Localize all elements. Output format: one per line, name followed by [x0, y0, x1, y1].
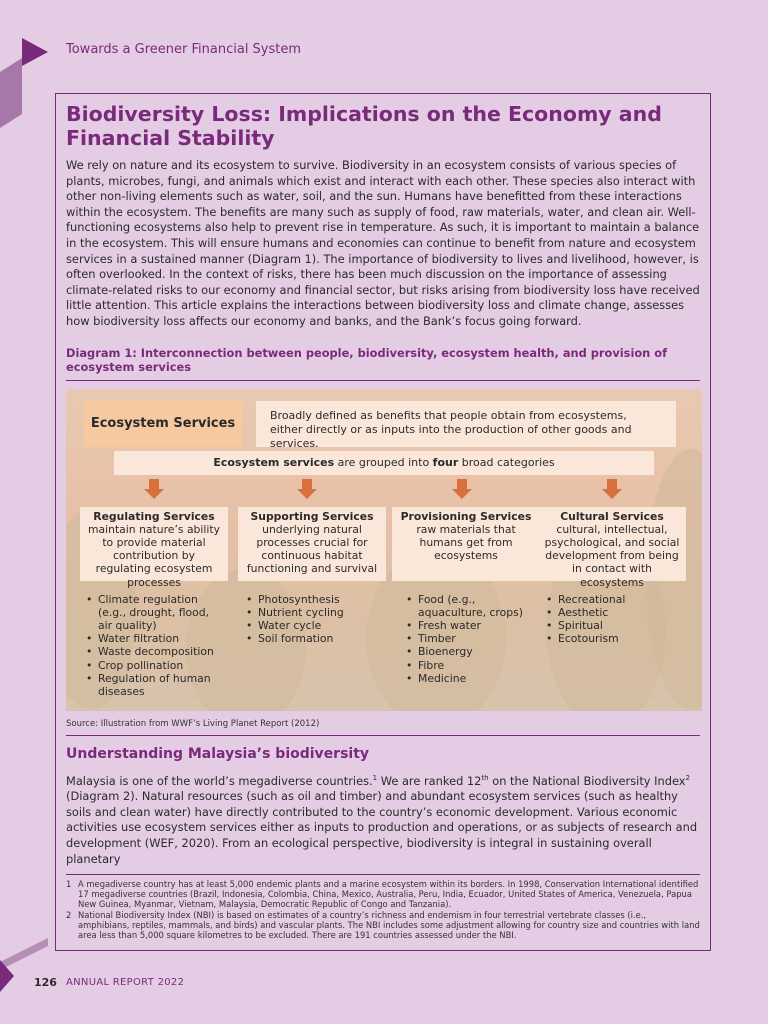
intro-paragraph: We rely on nature and its ecosystem to survive. Biodiversity in an ecosystem consists of various species of plants, microbes, fungi, and animals which exist and interact with each other. These species also interact with other non-living elements such as water, soil, and the sun. Humans have benefitted from these interactions within the ecosystem. The benefits are many such as supply of food, raw materials, water, and clean air. Well-functioning ecosystems also help to prevent rise in temperature. As such, it is important to maintain a balance in the ecosystem. This will ensure humans and economies can continue to benefit from nature and ecosystem services in a sustained manner (Diagram 1). The importance of biodiversity to lives and livelihood, however, is often overlooked. In the context of risks, there has been much discussion on the importance of assessing climate-related risks to our economy and financial sector, but risks arising from biodiversity loss have received little attention. This article explains the interactions between biodiversity loss and climate change, assesses how biodiversity loss affects our economy and banks, and the Bank’s focus going forward.: [66, 158, 700, 328]
list-item: • Nutrient cycling: [246, 606, 386, 619]
category-title: Provisioning Services: [400, 509, 532, 523]
footnotes: [66, 874, 700, 940]
grouped-bold-1: Ecosystem services: [213, 455, 335, 469]
corner-triangle-decoration: [0, 960, 14, 992]
section-paragraph: [66, 774, 700, 868]
down-arrow-icon: [144, 479, 164, 501]
list-item: • Climate regulation (e.g., drought, flood, air quality): [86, 593, 222, 633]
category-description: cultural, intellectual, psychological, and social development from being in contact with ecosystems: [544, 522, 680, 589]
ecosystem-diagram: [66, 389, 702, 711]
list-item: • Fresh water: [406, 619, 524, 632]
text-run: (Diagram 2). Natural resources (such as oil and timber) and abundant ecosystem services (such as healthy soils and clean water) have directly contributed to the country’s economic development. Various economic activities use ecosystem services either as inputs to production and operations, or as subjects of research and development (WEF, 2020). From an ecological perspective, biodiversity is integral in sustaining overall planetary: [66, 789, 698, 866]
footnote-number: 1: [66, 879, 72, 889]
grouped-bold-2: four: [432, 455, 459, 469]
footnote-text: A megadiverse country has at least 5,000 endemic plants and a marine ecosystem within its borders. In 1998, Conservation International identified 17 megadiverse countries (Brazil, Indonesia, Colombia, China, Mexico, Australia, Peru, India, Ecuador, United States of America, Venezuela, Papua New Guinea, Myanmar, Vietnam, Malaysia, Democratic Republic of Congo and Tanzania).: [78, 879, 699, 910]
page-number: 126: [34, 976, 57, 989]
list-item: • Recreational: [546, 593, 686, 606]
list-item: • Soil formation: [246, 632, 386, 645]
footnote-ref: 2: [685, 773, 690, 782]
diagram-source: Source: Illustration from WWF’s Living Planet Report (2012): [66, 719, 700, 736]
text-run: We are ranked 12: [377, 773, 482, 788]
supporting-examples-list: [246, 593, 386, 646]
down-arrow-icon: [452, 479, 472, 501]
category-regulating: [80, 507, 228, 589]
category-description: maintain nature’s ability to provide material contribution by regulating ecosystem processes: [87, 522, 221, 589]
category-title: Regulating Services: [93, 509, 215, 523]
ecosystem-services-definition: Broadly defined as benefits that people obtain from ecosystems, either directly or as inputs into the production of other goods and services.: [256, 401, 676, 447]
list-item: • Photosynthesis: [246, 593, 386, 606]
list-item: • Medicine: [406, 672, 524, 685]
list-item: • Waste decomposition: [86, 645, 222, 658]
text-run: Malaysia is one of the world’s megadiverse countries.: [66, 773, 373, 788]
down-arrow-icon: [297, 479, 317, 501]
corner-band-decoration: [0, 58, 22, 128]
ordinal-suffix: th: [481, 773, 489, 782]
grouped-mid: are grouped into: [334, 455, 433, 469]
list-item: • Food (e.g., aquaculture, crops): [406, 593, 524, 619]
footnote-number: 2: [66, 909, 72, 920]
corner-triangle-decoration: [22, 38, 48, 66]
diagram-title: Diagram 1: Interconnection between people, biodiversity, ecosystem health, and provision of ecosystem services: [66, 346, 700, 381]
footnote-text: National Biodiversity Index (NBI) is based on estimates of a country’s richness and endemism in four terrestrial vertebrate classes (i.e., amphibians, reptiles, mammals, and birds) and vascular plants. The NBI includes some adjustment allowing for country size and countries with land area less than 5,000 square kilometres to be excluded. There are 191 countries assessed under the NBI.: [78, 909, 700, 941]
list-item: • Bioenergy: [406, 645, 524, 658]
grouped-end: broad categories: [458, 455, 555, 469]
category-cultural: [538, 507, 686, 589]
list-item: • Spiritual: [546, 619, 686, 632]
category-title: Supporting Services: [250, 509, 374, 523]
ecosystem-services-label: Ecosystem Services: [84, 401, 242, 447]
article-title: Biodiversity Loss: Implications on the Economy and Financial Stability: [66, 102, 662, 150]
grouped-categories-banner: [114, 451, 654, 475]
footnote-ref: 1: [372, 773, 378, 782]
down-arrow-icon: [602, 479, 622, 501]
cultural-examples-list: [546, 593, 686, 646]
category-supporting: [238, 507, 386, 581]
list-item: • Aesthetic: [546, 606, 686, 619]
category-title: Cultural Services: [560, 509, 664, 523]
regulating-examples-list: [86, 593, 222, 699]
list-item: • Water filtration: [86, 632, 222, 645]
article-frame: [55, 93, 711, 951]
list-item: • Ecotourism: [546, 632, 686, 645]
category-provisioning: [392, 507, 540, 581]
article-content: [66, 94, 700, 867]
list-item: • Regulation of human diseases: [86, 672, 222, 698]
running-head: Towards a Greener Financial System: [66, 42, 302, 57]
list-item: • Timber: [406, 632, 524, 645]
section-heading: Understanding Malaysia’s biodiversity: [66, 745, 370, 762]
list-item: • Fibre: [406, 659, 524, 672]
footnote: [66, 879, 700, 910]
list-item: • Crop pollination: [86, 659, 222, 672]
text-run: on the National Biodiversity Index: [488, 773, 686, 788]
footnote: [66, 910, 700, 941]
category-description: underlying natural processes crucial for continuous habitat functioning and survival: [246, 522, 378, 576]
provisioning-examples-list: [406, 593, 524, 685]
list-item: • Water cycle: [246, 619, 386, 632]
category-description: raw materials that humans get from ecosystems: [416, 522, 516, 563]
report-name: ANNUAL REPORT 2022: [66, 977, 185, 988]
